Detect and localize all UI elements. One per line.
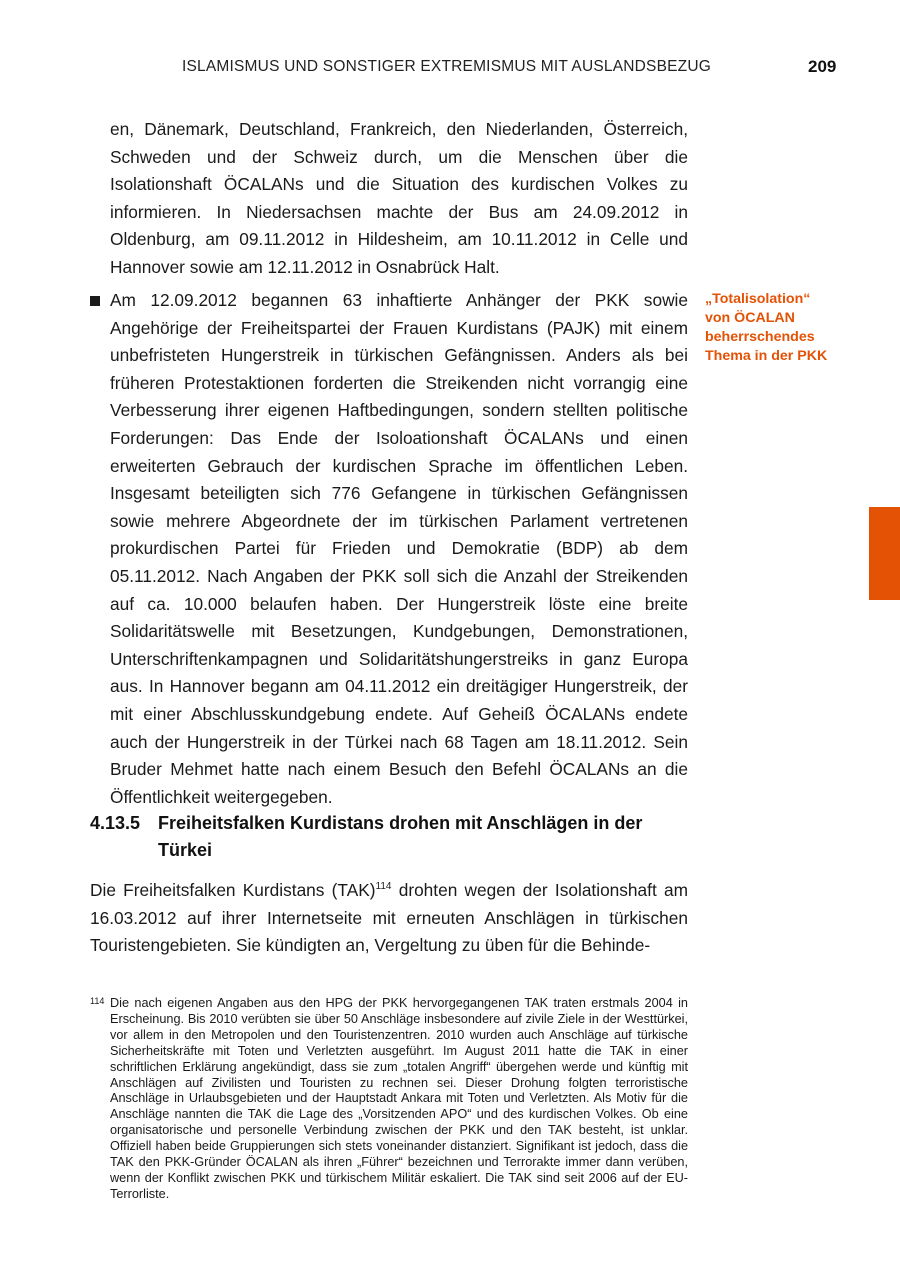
margin-note-line: von ÖCALAN [705,310,795,326]
margin-note-line: „Totalisolation“ [705,291,811,307]
tak-paragraph-text [90,877,688,960]
chapter-tab-marker [869,507,900,600]
footnote-text: Die nach eigenen Angaben aus den HPG der PKK hervorgegangenen TAK traten erstmals 2004 in Erscheinung. Bis 2010 verübten sie über 50 Anschläge insbesondere auf zivile Ziele in der Westtürkei, vor allem in den Metropolen und den Touristenzentren. 2010 wurden auch Anschläge auf türkische Sicherheitskräfte mit Toten und Verletzten ausgeführt. Im August 2011 hatte die TAK in einer schriftlichen Erklärung angekündigt, dass sie zum „totalen Angriff“ übergehen werde und künftig mit Anschlägen auf Zivilisten und Touristen zu rechnen sei. Dieser Drohung folgten terroristische Anschläge in Urlaubsgebieten und der Hauptstadt Ankara mit Toten und Verletzten. Als Motiv für die Anschläge nannten die TAK die Lage des „Vorsitzenden APO“ und des kurdischen Volkes. Ob eine organisatorische und personelle Verbindung zwischen der PKK und den TAK besteht, ist unklar. Offiziell haben beide Gruppierungen sich stets voneinander distanziert. Signifikant ist jedoch, dass die TAK den PKK-Gründer ÖCALAN als ihren „Führer“ bezeichnen und Terrorakte immer dann verüben, wenn der Konflikt zwischen PKK und türkischem Militär eskaliert. Die TAK sind seit 2006 auf der EU-Terrorliste. [110,996,688,1201]
tak-paragraph [90,877,688,960]
bullet-paragraph-text: Am 12.09.2012 begannen 63 inhaftierte Anhänger der PKK sowie Angehörige der Freiheitspartei der Frauen Kurdistans (PAJK) mit einem unbefristeten Hungerstreik in türkischen Gefängnissen. Anders als bei früheren Protestaktionen forderten die Streikenden nicht vorrangig eine Verbesserung ihrer eigenen Haftbedingungen, sondern stellten politische Forderungen: Das Ende der Isoloationshaft ÖCALANs und einen erweiterten Gebrauch der kurdischen Sprache im öffentlichen Leben. Insgesamt beteiligten sich 776 Gefangene in türkischen Gefängnissen sowie mehrere Abgeordnete der im türkischen Parlament vertretenen prokurdischen Partei für Frieden und Demokratie (BDP) ab dem 05.11.2012. Nach Angaben der PKK soll sich die Anzahl der Streikenden auf ca. 10.000 belaufen haben. Der Hungerstreik löste eine breite Solidaritätswelle mit Besetzungen, Kundgebungen, Demonstrationen, Unterschriftenkampagnen und Solidaritätshungerstreiks in ganz Europa aus. In Hannover begann am 04.11.2012 ein dreitägiger Hungerstreik, der mit einer Abschlusskundgebung endete. Auf Geheiß ÖCALANs endete auch der Hungerstreik in der Türkei nach 68 Tagen am 18.11.2012. Sein Bruder Mehmet hatte nach einem Besuch den Befehl ÖCALANs an die Öffentlichkeit weitergegeben. [110,290,688,807]
continued-paragraph-text: en, Dänemark, Deutschland, Frankreich, den Niederlanden, Österreich, Schweden und der Schweiz durch, um die Menschen über die Isolationshaft ÖCALANs und die Situation des kurdischen Volkes zu informieren. In Niedersachsen machte der Bus am 24.09.2012 in Oldenburg, am 09.11.2012 in Hildesheim, am 10.11.2012 in Celle und Hannover sowie am 12.11.2012 in Osnabrück Halt. [110,119,688,277]
section-title: Freiheitsfalken Kurdistans drohen mit Anschlägen in der Türkei [158,813,643,860]
running-head: ISLAMISMUS UND SONSTIGER EXTREMISMUS MIT AUSLANDSBEZUG [182,58,711,75]
continued-paragraph [110,116,688,282]
tak-text-rest: drohten wegen der Isolationshaft am 16.03.2012 auf ihrer Internetseite mit erneuten Anschlägen in türkischen Touristengebieten. Sie kündigten an, Vergeltung zu üben für die Behinde- [90,880,689,956]
margin-note [705,290,845,366]
margin-note-line: Thema in der PKK [705,348,828,364]
footnote [90,996,688,1203]
footnote-reference[interactable]: 114 [375,881,392,893]
bullet-paragraph [110,287,688,811]
tak-text-lead: Die Freiheitsfalken Kurdistans (TAK) [90,880,376,900]
footnote-number: 114 [90,996,105,1006]
bullet-square-icon [90,296,100,306]
margin-note-line: beherrschendes [705,329,815,345]
section-number: 4.13.5 [90,813,141,833]
page-number: 209 [808,57,837,76]
